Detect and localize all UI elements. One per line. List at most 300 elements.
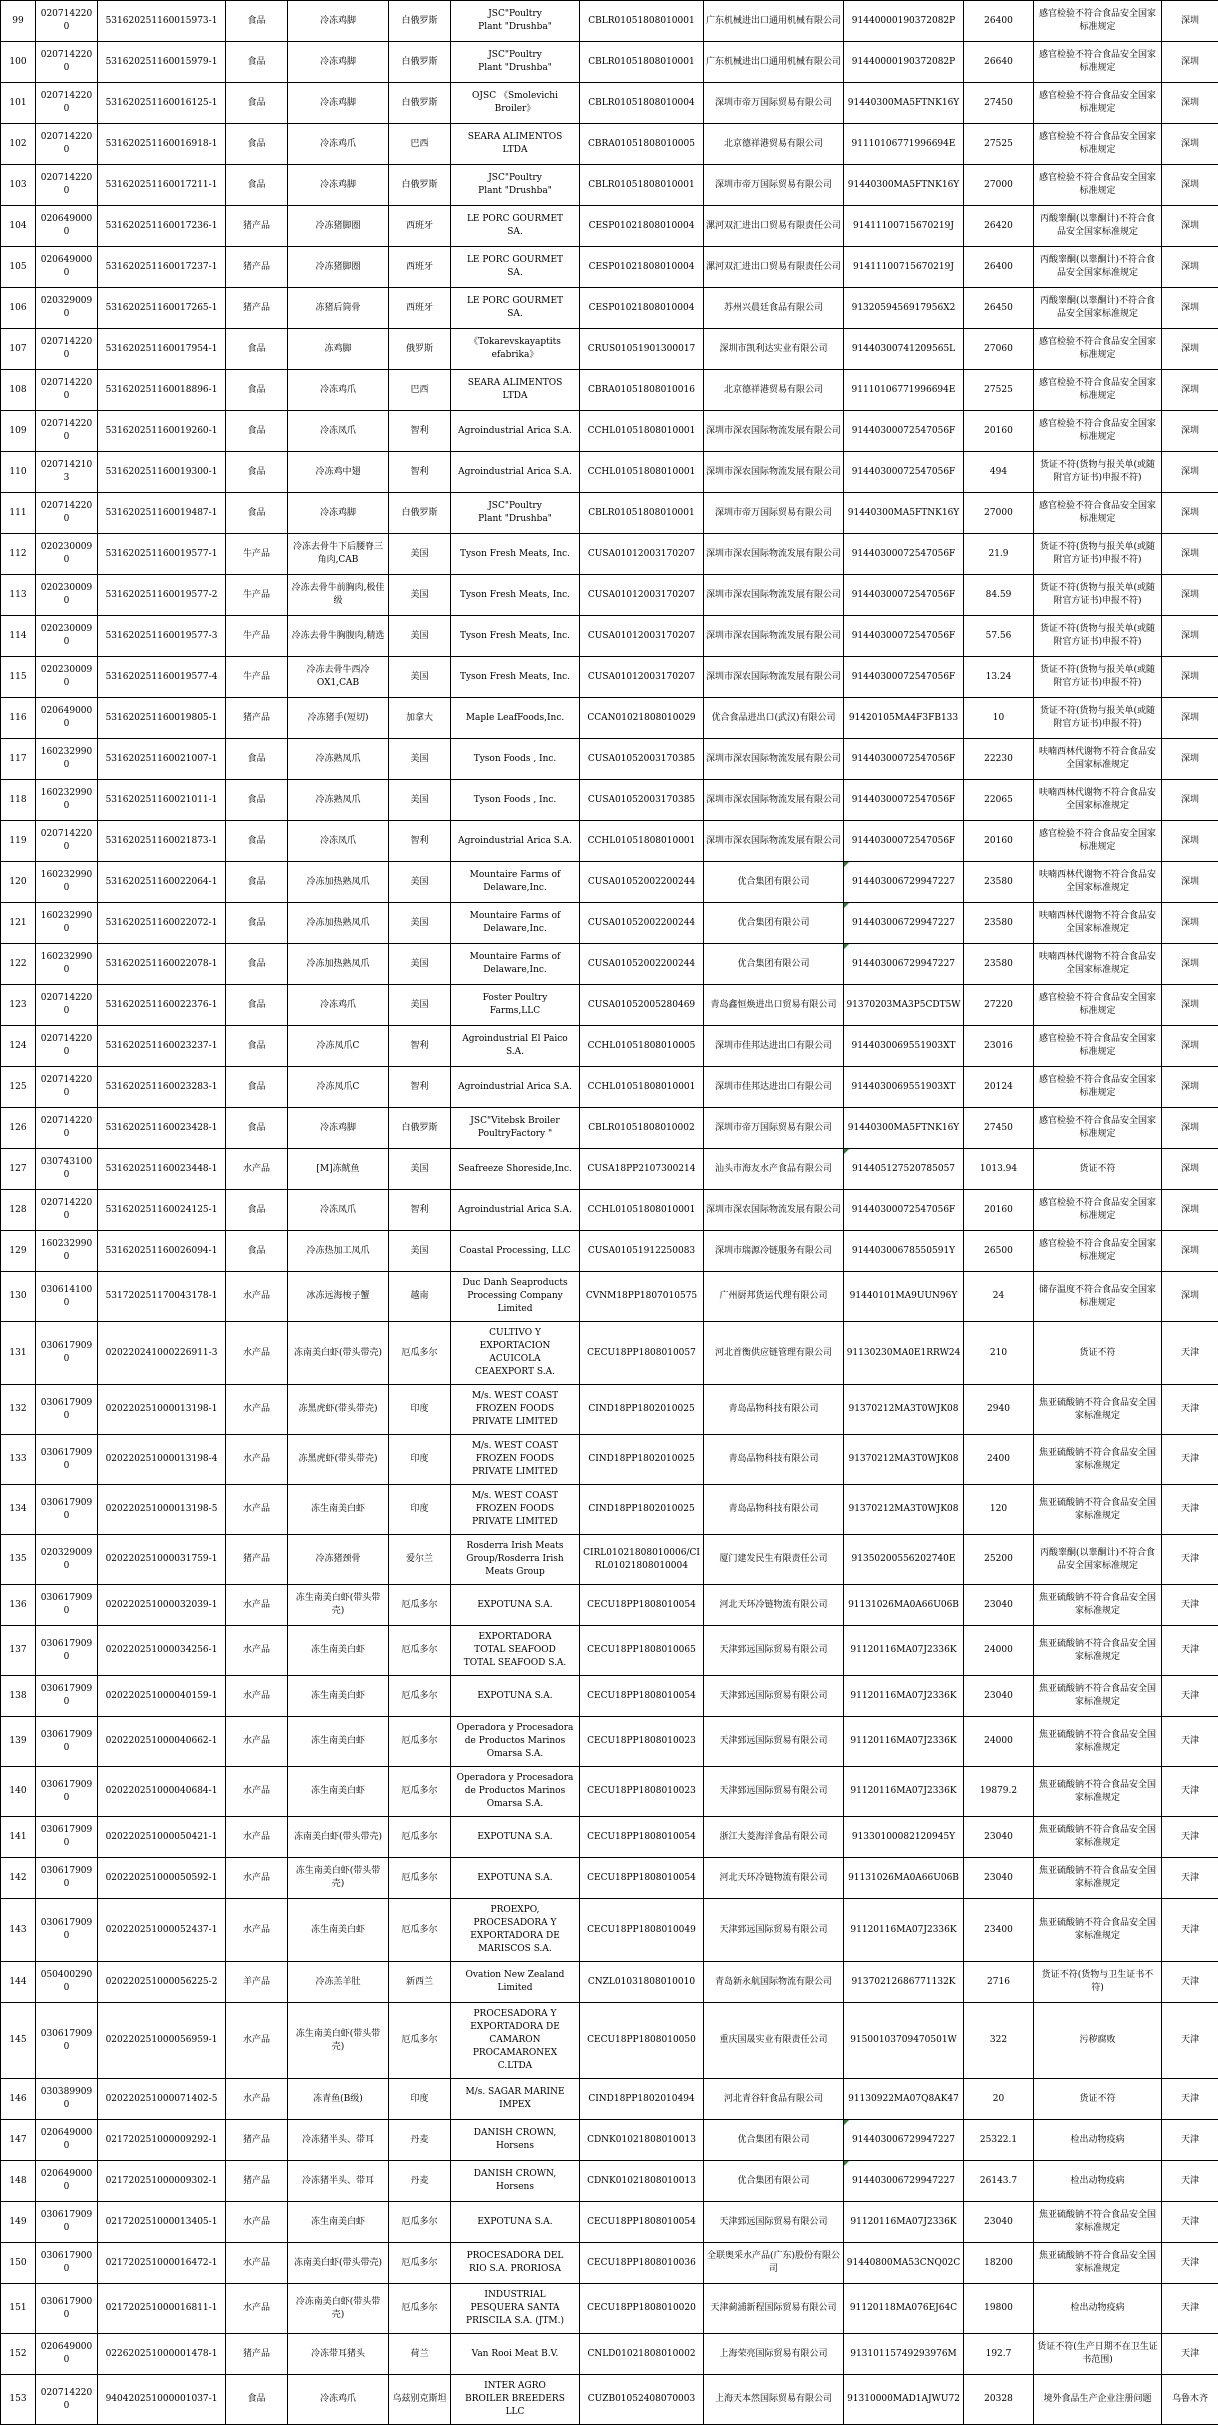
cell-quantity: 20 — [964, 2079, 1034, 2120]
cell-no: 130 — [1, 1272, 36, 1322]
table-row — [1, 83, 1218, 124]
cell-category: 牛产品 — [226, 657, 288, 698]
cell-customs: 乌鲁木齐 — [1162, 2375, 1218, 2425]
cell-registration_no: CCHL01051808010001 — [580, 452, 704, 493]
cell-importer: 天津郅远国际贸易有限公司 — [704, 1626, 844, 1676]
cell-registration_no: CCHL01051808010001 — [580, 1190, 704, 1231]
cell-entry_no: 021720251000009302-1 — [98, 2161, 226, 2202]
cell-registration_no: CCHL01051808010001 — [580, 1067, 704, 1108]
cell-importer: 深圳市帝万国际贸易有限公司 — [704, 165, 844, 206]
cell-hs_code: 0206490000 — [36, 698, 98, 739]
cell-registration_no: CECU18PP1808010023 — [580, 1767, 704, 1817]
cell-origin: 厄瓜多尔 — [389, 1322, 451, 1385]
cell-reason: 焦亚硫酸钠不符合食品安全国家标准规定 — [1034, 1385, 1162, 1435]
cell-reason: 污秽腐败 — [1034, 2003, 1162, 2079]
cell-category: 水产品 — [226, 1385, 288, 1435]
cell-credit_code: 91131026MA0A66U06B — [844, 1858, 964, 1899]
cell-importer: 优合集团有限公司 — [704, 2161, 844, 2202]
cell-credit_code: 91440300741209565L — [844, 329, 964, 370]
cell-entry_no: 531620251160019577-4 — [98, 657, 226, 698]
cell-customs: 天津 — [1162, 1858, 1218, 1899]
cell-hs_code: 1602329900 — [36, 944, 98, 985]
cell-quantity: 27450 — [964, 1108, 1034, 1149]
cell-hs_code: 0306179090 — [36, 1585, 98, 1626]
cell-importer: 深圳市深农国际物流发展有限公司 — [704, 411, 844, 452]
cell-quantity: 13.24 — [964, 657, 1034, 698]
cell-credit_code: 91440300678550591Y — [844, 1231, 964, 1272]
cell-importer: 深圳市深农国际物流发展有限公司 — [704, 1190, 844, 1231]
cell-manufacturer: JSC"Poultry Plant "Drushba" — [451, 165, 580, 206]
cell-credit_code: 91440300072547056F — [844, 821, 964, 862]
cell-no: 116 — [1, 698, 36, 739]
cell-quantity: 23040 — [964, 1585, 1034, 1626]
cell-importer: 优合集团有限公司 — [704, 2120, 844, 2161]
cell-reason: 丙酸睾酮(以睾酮计)不符合食品安全国家标准规定 — [1034, 288, 1162, 329]
cell-customs: 深圳 — [1162, 1108, 1218, 1149]
cell-quantity: 26400 — [964, 247, 1034, 288]
cell-registration_no: CBRA01051808010016 — [580, 370, 704, 411]
cell-registration_no: CCAN01021808010029 — [580, 698, 704, 739]
cell-no: 123 — [1, 985, 36, 1026]
cell-hs_code: 0206490000 — [36, 247, 98, 288]
cell-origin: 西班牙 — [389, 288, 451, 329]
cell-product: 冷冻猪脚圈 — [288, 247, 389, 288]
cell-entry_no: 531620251160022064-1 — [98, 862, 226, 903]
cell-manufacturer: Mountaire Farms of Delaware,Inc. — [451, 944, 580, 985]
cell-customs: 深圳 — [1162, 370, 1218, 411]
cell-importer: 漯河双汇进出口贸易有限责任公司 — [704, 247, 844, 288]
cell-quantity: 57.56 — [964, 616, 1034, 657]
table-row — [1, 42, 1218, 83]
cell-customs: 深圳 — [1162, 1190, 1218, 1231]
cell-customs: 深圳 — [1162, 124, 1218, 165]
cell-reason: 感官检验不符合食品安全国家标准规定 — [1034, 411, 1162, 452]
cell-no: 113 — [1, 575, 36, 616]
cell-credit_code: 91440300072547056F — [844, 780, 964, 821]
table-row — [1, 1767, 1218, 1817]
cell-category: 水产品 — [226, 2284, 288, 2334]
table-row — [1, 944, 1218, 985]
cell-category: 食品 — [226, 370, 288, 411]
cell-importer: 深圳市深农国际物流发展有限公司 — [704, 780, 844, 821]
cell-registration_no: CIND18PP1802010025 — [580, 1435, 704, 1485]
cell-quantity: 25200 — [964, 1535, 1034, 1585]
cell-no: 121 — [1, 903, 36, 944]
cell-product: 冷冻凤爪C — [288, 1067, 389, 1108]
cell-reason: 储存温度不符合食品安全国家标准规定 — [1034, 1272, 1162, 1322]
cell-category: 食品 — [226, 329, 288, 370]
cell-manufacturer: Ovation New Zealand Limited — [451, 1962, 580, 2003]
cell-manufacturer: Van Rooi Meat B.V. — [451, 2334, 580, 2375]
cell-registration_no: CECU18PP1808010049 — [580, 1899, 704, 1962]
cell-registration_no: CESP01021808010004 — [580, 206, 704, 247]
cell-hs_code: 0207142200 — [36, 821, 98, 862]
cell-category: 水产品 — [226, 1767, 288, 1817]
cell-product: 冷冻猪脚圈 — [288, 206, 389, 247]
cell-quantity: 23580 — [964, 903, 1034, 944]
cell-manufacturer: 《Tokarevskayaptits efabrika》 — [451, 329, 580, 370]
cell-reason: 焦亚硫酸钠不符合食品安全国家标准规定 — [1034, 1676, 1162, 1717]
cell-category: 牛产品 — [226, 534, 288, 575]
cell-quantity: 24000 — [964, 1717, 1034, 1767]
cell-registration_no: CCHL01051808010001 — [580, 821, 704, 862]
table-row — [1, 903, 1218, 944]
cell-registration_no: CIRL01021808010006/CIRL01021808010004 — [580, 1535, 704, 1585]
cell-manufacturer: Agroindustrial Arica S.A. — [451, 1067, 580, 1108]
cell-credit_code: 91440101MA9UUN96Y — [844, 1272, 964, 1322]
cell-entry_no: 531620251160023237-1 — [98, 1026, 226, 1067]
cell-customs: 天津 — [1162, 1535, 1218, 1585]
table-row — [1, 493, 1218, 534]
cell-no: 127 — [1, 1149, 36, 1190]
cell-entry_no: 020220251000013198-5 — [98, 1485, 226, 1535]
cell-no: 153 — [1, 2375, 36, 2425]
cell-quantity: 22065 — [964, 780, 1034, 821]
cell-product: 冷冻鸡脚 — [288, 1, 389, 42]
cell-credit_code: 91131026MA0A66U06B — [844, 1585, 964, 1626]
table-row — [1, 1817, 1218, 1858]
cell-hs_code: 0306179090 — [36, 2003, 98, 2079]
cell-manufacturer: SEARA ALIMENTOS LTDA — [451, 370, 580, 411]
table-row — [1, 534, 1218, 575]
cell-product: 冷冻加热熟凤爪 — [288, 903, 389, 944]
cell-manufacturer: EXPOTUNA S.A. — [451, 1858, 580, 1899]
cell-origin: 厄瓜多尔 — [389, 1767, 451, 1817]
cell-no: 141 — [1, 1817, 36, 1858]
cell-customs: 深圳 — [1162, 780, 1218, 821]
cell-customs: 深圳 — [1162, 165, 1218, 206]
cell-origin: 智利 — [389, 411, 451, 452]
cell-reason: 货证不符(货物与报关单(或随附官方证书)申报不符) — [1034, 575, 1162, 616]
cell-customs: 深圳 — [1162, 903, 1218, 944]
cell-customs: 深圳 — [1162, 821, 1218, 862]
cell-quantity: 20160 — [964, 1190, 1034, 1231]
cell-reason: 感官检验不符合食品安全国家标准规定 — [1034, 985, 1162, 1026]
cell-hs_code: 0207142200 — [36, 165, 98, 206]
table-row — [1, 698, 1218, 739]
cell-product: 冷冻南美白虾(带头带壳) — [288, 2284, 389, 2334]
cell-entry_no: 020220251000056959-1 — [98, 2003, 226, 2079]
table-row — [1, 329, 1218, 370]
cell-hs_code: 0207142200 — [36, 985, 98, 1026]
table-row — [1, 1322, 1218, 1385]
cell-origin: 白俄罗斯 — [389, 1, 451, 42]
cell-reason: 货证不符(货物与报关单(或随附官方证书)申报不符) — [1034, 657, 1162, 698]
cell-no: 111 — [1, 493, 36, 534]
cell-credit_code: 91440300072547056F — [844, 534, 964, 575]
cell-manufacturer: INDUSTRIAL PESQUERA SANTA PRISCILA S.A. (JTM.) — [451, 2284, 580, 2334]
cell-hs_code: 0303899090 — [36, 2079, 98, 2120]
cell-quantity: 23040 — [964, 1817, 1034, 1858]
cell-origin: 白俄罗斯 — [389, 165, 451, 206]
cell-comment-marker — [844, 1149, 849, 1154]
cell-registration_no: CECU18PP1808010054 — [580, 1585, 704, 1626]
cell-category: 猪产品 — [226, 2161, 288, 2202]
cell-hs_code: 0306179090 — [36, 1435, 98, 1485]
cell-importer: 青岛品物科技有限公司 — [704, 1435, 844, 1485]
cell-reason: 货证不符(货物与卫生证书不符) — [1034, 1962, 1162, 2003]
cell-origin: 印度 — [389, 2079, 451, 2120]
table-row — [1, 1585, 1218, 1626]
cell-hs_code: 0306179090 — [36, 2202, 98, 2243]
cell-reason: 焦亚硫酸钠不符合食品安全国家标准规定 — [1034, 1767, 1162, 1817]
cell-credit_code: 91370203MA3P5CDT5W — [844, 985, 964, 1026]
cell-importer: 全联奥采水产品(广东)股份有限公司 — [704, 2243, 844, 2284]
cell-customs: 深圳 — [1162, 452, 1218, 493]
cell-customs: 深圳 — [1162, 206, 1218, 247]
cell-hs_code: 0207142200 — [36, 1067, 98, 1108]
cell-entry_no: 531620251160019577-1 — [98, 534, 226, 575]
cell-entry_no: 531620251160019577-3 — [98, 616, 226, 657]
cell-no: 107 — [1, 329, 36, 370]
cell-entry_no: 531620251160019577-2 — [98, 575, 226, 616]
cell-category: 猪产品 — [226, 206, 288, 247]
cell-no: 108 — [1, 370, 36, 411]
cell-importer: 优合集团有限公司 — [704, 903, 844, 944]
cell-importer: 深圳市瑞源冷链服务有限公司 — [704, 1231, 844, 1272]
cell-importer: 天津郅远国际贸易有限公司 — [704, 2202, 844, 2243]
cell-quantity: 84.59 — [964, 575, 1034, 616]
cell-comment-marker — [844, 2161, 849, 2166]
cell-reason: 丙酸睾酮(以睾酮计)不符合食品安全国家标准规定 — [1034, 247, 1162, 288]
cell-product: 冷冻去骨牛下后腰脊三角肉,CAB — [288, 534, 389, 575]
cell-hs_code: 0206490000 — [36, 2120, 98, 2161]
cell-quantity: 19879.2 — [964, 1767, 1034, 1817]
cell-credit_code: 91440300MA5FTNK16Y — [844, 83, 964, 124]
cell-reason: 焦亚硫酸钠不符合食品安全国家标准规定 — [1034, 1817, 1162, 1858]
cell-entry_no: 940420251000001037-1 — [98, 2375, 226, 2425]
cell-comment-marker — [844, 944, 849, 949]
table-row — [1, 1435, 1218, 1485]
cell-importer: 深圳市帝万国际贸易有限公司 — [704, 83, 844, 124]
cell-importer: 青岛品物科技有限公司 — [704, 1385, 844, 1435]
cell-quantity: 494 — [964, 452, 1034, 493]
cell-origin: 美国 — [389, 657, 451, 698]
cell-registration_no: CIND18PP1802010494 — [580, 2079, 704, 2120]
cell-customs: 深圳 — [1162, 1067, 1218, 1108]
cell-origin: 俄罗斯 — [389, 329, 451, 370]
cell-no: 125 — [1, 1067, 36, 1108]
cell-importer: 深圳市深农国际物流发展有限公司 — [704, 534, 844, 575]
table-row — [1, 124, 1218, 165]
cell-registration_no: CUSA01052003170385 — [580, 780, 704, 821]
cell-importer: 浙江大菱海洋食品有限公司 — [704, 1817, 844, 1858]
cell-customs: 天津 — [1162, 2202, 1218, 2243]
cell-category: 羊产品 — [226, 1962, 288, 2003]
table-row — [1, 2202, 1218, 2243]
cell-hs_code: 0306179090 — [36, 1717, 98, 1767]
cell-manufacturer: Mountaire Farms of Delaware,Inc. — [451, 862, 580, 903]
cell-importer: 河北青谷轩食品有限公司 — [704, 2079, 844, 2120]
cell-category: 食品 — [226, 1, 288, 42]
cell-no: 143 — [1, 1899, 36, 1962]
cell-quantity: 20160 — [964, 411, 1034, 452]
cell-registration_no: CDNK01021808010013 — [580, 2120, 704, 2161]
cell-entry_no: 531620251160021011-1 — [98, 780, 226, 821]
cell-customs: 天津 — [1162, 2334, 1218, 2375]
cell-product: 冰冻远海梭子蟹 — [288, 1272, 389, 1322]
cell-origin: 印度 — [389, 1385, 451, 1435]
cell-no: 152 — [1, 2334, 36, 2375]
cell-registration_no: CCHL01051808010001 — [580, 411, 704, 452]
cell-quantity: 26400 — [964, 1, 1034, 42]
cell-no: 118 — [1, 780, 36, 821]
cell-hs_code: 0207142200 — [36, 411, 98, 452]
cell-no: 150 — [1, 2243, 36, 2284]
cell-registration_no: CECU18PP1808010050 — [580, 2003, 704, 2079]
cell-manufacturer: Operadora y Procesadora de Productos Marinos Omarsa S.A. — [451, 1717, 580, 1767]
cell-hs_code: 0306179000 — [36, 2284, 98, 2334]
table-row — [1, 575, 1218, 616]
cell-credit_code: 91440000190372082P — [844, 1, 964, 42]
cell-category: 水产品 — [226, 1899, 288, 1962]
cell-origin: 丹麦 — [389, 2120, 451, 2161]
cell-hs_code: 0306179090 — [36, 1385, 98, 1435]
table-row — [1, 2334, 1218, 2375]
table-row — [1, 1149, 1218, 1190]
cell-reason: 丙酸睾酮(以睾酮计)不符合食品安全国家标准规定 — [1034, 206, 1162, 247]
cell-manufacturer: JSC"Poultry Plant "Drushba" — [451, 493, 580, 534]
cell-importer: 优合食品进出口(武汉)有限公司 — [704, 698, 844, 739]
cell-product: 冷冻猪颈骨 — [288, 1535, 389, 1585]
table-row — [1, 780, 1218, 821]
cell-category: 水产品 — [226, 1435, 288, 1485]
cell-customs: 天津 — [1162, 2284, 1218, 2334]
cell-no: 149 — [1, 2202, 36, 2243]
cell-registration_no: CIND18PP1802010025 — [580, 1485, 704, 1535]
cell-reason: 感官检验不符合食品安全国家标准规定 — [1034, 83, 1162, 124]
cell-category: 水产品 — [226, 1149, 288, 1190]
cell-origin: 智利 — [389, 1026, 451, 1067]
cell-registration_no: CUZB01052408070003 — [580, 2375, 704, 2425]
cell-origin: 西班牙 — [389, 206, 451, 247]
cell-hs_code: 1602329900 — [36, 739, 98, 780]
cell-category: 食品 — [226, 2375, 288, 2425]
cell-registration_no: CUSA01052002200244 — [580, 862, 704, 903]
cell-manufacturer: Agroindustrial Arica S.A. — [451, 1190, 580, 1231]
cell-category: 猪产品 — [226, 247, 288, 288]
cell-entry_no: 021720251000009292-1 — [98, 2120, 226, 2161]
cell-importer: 广州厨邦货运代理有限公司 — [704, 1272, 844, 1322]
cell-quantity: 24000 — [964, 1626, 1034, 1676]
cell-no: 129 — [1, 1231, 36, 1272]
cell-product: 冻生南美白虾 — [288, 1717, 389, 1767]
cell-credit_code: 91120116MA07J2336K — [844, 1626, 964, 1676]
cell-product: 冻猪后筒骨 — [288, 288, 389, 329]
cell-origin: 美国 — [389, 944, 451, 985]
cell-origin: 智利 — [389, 452, 451, 493]
cell-entry_no: 531620251160023283-1 — [98, 1067, 226, 1108]
cell-entry_no: 020220251000056225-2 — [98, 1962, 226, 2003]
cell-registration_no: CBLR01051808010001 — [580, 165, 704, 206]
cell-credit_code: 914403006729947227 — [844, 903, 964, 944]
cell-importer: 北京德祥港贸易有限公司 — [704, 370, 844, 411]
cell-credit_code: 91370212MA3T0WJK08 — [844, 1485, 964, 1535]
cell-product: 冷冻猪手(短切) — [288, 698, 389, 739]
table-row — [1, 165, 1218, 206]
cell-customs: 天津 — [1162, 1767, 1218, 1817]
cell-category: 食品 — [226, 411, 288, 452]
cell-origin: 厄瓜多尔 — [389, 1899, 451, 1962]
cell-product: 冷冻去骨牛胸腹肉,精选 — [288, 616, 389, 657]
cell-quantity: 27525 — [964, 124, 1034, 165]
cell-quantity: 322 — [964, 2003, 1034, 2079]
cell-quantity: 27060 — [964, 329, 1034, 370]
cell-credit_code: 91500103709470501W — [844, 2003, 964, 2079]
cell-quantity: 19800 — [964, 2284, 1034, 2334]
cell-product: 冷冻凤爪 — [288, 1190, 389, 1231]
cell-importer: 河北天环冷链物流有限公司 — [704, 1858, 844, 1899]
cell-comment-marker — [844, 2120, 849, 2125]
cell-quantity: 120 — [964, 1485, 1034, 1535]
cell-category: 食品 — [226, 1108, 288, 1149]
cell-entry_no: 531620251160022072-1 — [98, 903, 226, 944]
cell-entry_no: 020220251000013198-4 — [98, 1435, 226, 1485]
cell-credit_code: 91411100715670219J — [844, 247, 964, 288]
cell-credit_code: 91440300072547056F — [844, 411, 964, 452]
cell-customs: 深圳 — [1162, 616, 1218, 657]
cell-importer: 深圳市佳邦达进出口有限公司 — [704, 1067, 844, 1108]
cell-no: 126 — [1, 1108, 36, 1149]
cell-entry_no: 021720251000013405-1 — [98, 2202, 226, 2243]
cell-registration_no: CECU18PP1808010054 — [580, 2202, 704, 2243]
cell-origin: 美国 — [389, 1231, 451, 1272]
cell-customs: 深圳 — [1162, 329, 1218, 370]
cell-registration_no: CDNK01021808010013 — [580, 2161, 704, 2202]
cell-no: 122 — [1, 944, 36, 985]
cell-reason: 丙酸睾酮(以睾酮计)不符合食品安全国家标准规定 — [1034, 1535, 1162, 1585]
cell-customs: 天津 — [1162, 1817, 1218, 1858]
table-row — [1, 1067, 1218, 1108]
cell-hs_code: 0202300090 — [36, 575, 98, 616]
cell-customs: 深圳 — [1162, 1, 1218, 42]
cell-category: 食品 — [226, 83, 288, 124]
cell-entry_no: 531620251160021873-1 — [98, 821, 226, 862]
table-row — [1, 739, 1218, 780]
cell-credit_code: 914403006729947227 — [844, 862, 964, 903]
cell-reason: 货证不符(货物与报关单(或随附官方证书)申报不符) — [1034, 698, 1162, 739]
cell-origin: 西班牙 — [389, 247, 451, 288]
cell-quantity: 1013.94 — [964, 1149, 1034, 1190]
cell-entry_no: 531620251160019300-1 — [98, 452, 226, 493]
table-row — [1, 1717, 1218, 1767]
cell-registration_no: CECU18PP1808010054 — [580, 1858, 704, 1899]
cell-importer: 天津郅远国际贸易有限公司 — [704, 1676, 844, 1717]
cell-reason: 货证不符(货物与报关单(或随附官方证书)申报不符) — [1034, 616, 1162, 657]
cell-registration_no: CUSA01052003170385 — [580, 739, 704, 780]
cell-customs: 天津 — [1162, 1962, 1218, 2003]
cell-customs: 深圳 — [1162, 1231, 1218, 1272]
table-row — [1, 247, 1218, 288]
cell-manufacturer: EXPORTADORA TOTAL SEAFOOD TOTAL SEAFOOD S.A. — [451, 1626, 580, 1676]
cell-quantity: 10 — [964, 698, 1034, 739]
cell-entry_no: 531620251160019487-1 — [98, 493, 226, 534]
cell-no: 104 — [1, 206, 36, 247]
cell-reason: 感官检验不符合食品安全国家标准规定 — [1034, 370, 1162, 411]
cell-origin: 白俄罗斯 — [389, 1108, 451, 1149]
cell-origin: 荷兰 — [389, 2334, 451, 2375]
cell-origin: 美国 — [389, 575, 451, 616]
cell-no: 117 — [1, 739, 36, 780]
cell-origin: 厄瓜多尔 — [389, 1626, 451, 1676]
cell-hs_code: 0306179090 — [36, 1899, 98, 1962]
cell-registration_no: CECU18PP1808010020 — [580, 2284, 704, 2334]
cell-reason: 焦亚硫酸钠不符合食品安全国家标准规定 — [1034, 1585, 1162, 1626]
cell-manufacturer: Foster Poultry Farms,LLC — [451, 985, 580, 1026]
cell-entry_no: 020220251000040684-1 — [98, 1767, 226, 1817]
cell-product: 冻南美白虾(带头带壳) — [288, 1322, 389, 1385]
cell-hs_code: 0207142200 — [36, 493, 98, 534]
